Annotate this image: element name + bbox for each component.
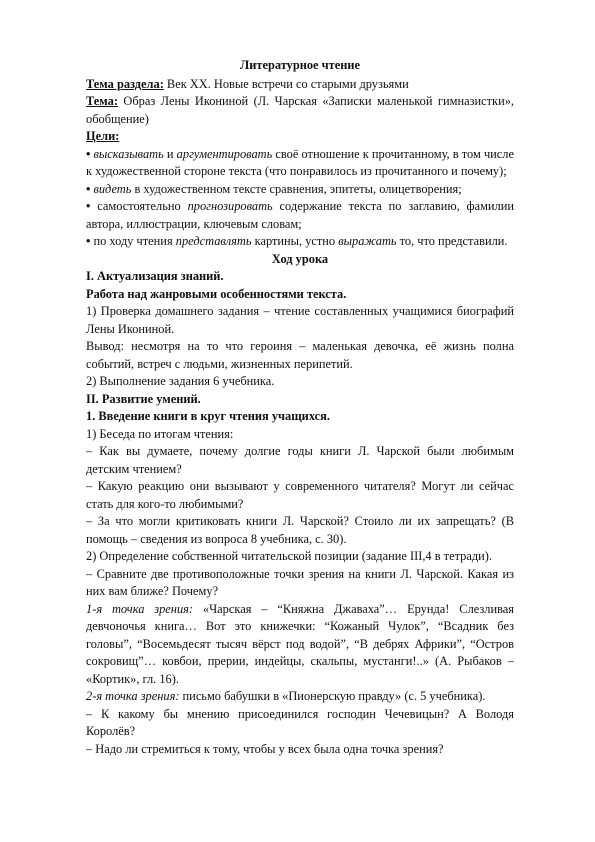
goal-item: • по ходу чтения представлять картины, устно выражать то, что представили. <box>86 234 508 248</box>
question: – За что могли критиковать книги Л. Чарской? Стоило ли их запрещать? (В помощь – сведения из вопроса 8 учебника, с. 30). <box>86 514 514 546</box>
paragraph: 1) Проверка домашнего задания – чтение составленных учащимися биографий Лены Икониной. <box>86 304 514 336</box>
question: – К какому бы мнению присоединился господин Чечевицын? А Володя Королёв? <box>86 706 514 738</box>
paragraph: 1) Беседа по итогам чтения: <box>86 426 234 441</box>
bullet-icon: • <box>86 234 91 248</box>
document-page <box>86 57 514 758</box>
section-2-subheading: 1. Введение книги в круг чтения учащихся. <box>86 409 330 423</box>
bullet-icon: • <box>86 199 91 213</box>
goal-item: • самостоятельно прогнозировать содержание текста по заглавию, фамилии автора, иллюстрации, ключевым словам; <box>86 199 515 231</box>
question: – Как вы думаете, почему долгие годы книги Л. Чарской были любимым детским чтением? <box>86 444 514 476</box>
bullet-icon: • <box>86 146 91 161</box>
question: – Надо ли стремиться к тому, чтобы у всех была одна точка зрения? <box>86 741 444 756</box>
section-1-subheading: Работа над жанровыми особенностями текста. <box>86 286 347 301</box>
section-1-heading: I. Актуализация знаний. <box>86 269 224 283</box>
question: – Сравните две противоположные точки зрения на книги Л. Чарской. Какая из них вам ближе? Почему? <box>86 566 514 598</box>
question: – Какую реакцию они вызывают у современного читателя? Могут ли сейчас стать для кого-то любимыми? <box>86 479 514 511</box>
viewpoint-label: 1-я точка зрения: <box>86 601 194 616</box>
goal-item: • высказывать и аргументировать своё отношение к прочитанному, в том числе к художественной стороне текста (что понравилось из прочитанного и почему); <box>86 146 514 178</box>
topic-value: Образ Лены Икониной (Л. Чарская «Записки маленькой гимназистки», обобщение) <box>86 94 514 126</box>
viewpoint-1: 1-я точка зрения: «Чарская – “Княжна Джаваха”… Ерунда! Слезливая девчоночья книга… Вот это книжечки: “Кожаный Чулок”, “Всадник без головы”, “Восемьдесят тысяч вёрст под водой”, “В дебрях Африки”, “Остров сокровищ”… ковбои, прерии, индейцы, скальпы, мустанги!..» (А. Рыбаков – «Кортик», гл. 16). <box>86 601 515 686</box>
lesson-heading: Ход урока <box>271 251 329 266</box>
paragraph: 2) Определение собственной читательской позиции (задание III,4 в тетради). <box>86 549 492 563</box>
section-line <box>86 76 514 94</box>
viewpoint-2: 2-я точка зрения: письмо бабушки в «Пионерскую правду» (с. 5 учебника). <box>86 689 486 703</box>
bullet-icon: • <box>86 181 91 196</box>
goal-item: • видеть в художественном тексте сравнения, эпитеты, олицетворения; <box>86 181 462 196</box>
topic-line <box>86 93 514 128</box>
section-value: Век XX. Новые встречи со старыми друзьями <box>163 76 409 91</box>
viewpoint-label: 2-я точка зрения: <box>86 689 180 703</box>
paragraph: Вывод: несмотря на то что героиня – маленькая девочка, её жизнь полна событий, встреч с людьми, жизненных перипетий. <box>86 339 514 371</box>
goals-label: Цели: <box>86 129 120 143</box>
topic-label: Тема: <box>86 94 118 108</box>
document-title: Литературное чтение <box>239 58 361 72</box>
section-2-heading: II. Развитие умений. <box>86 391 201 406</box>
section-label: Тема раздела: <box>86 76 164 91</box>
paragraph: 2) Выполнение задания 6 учебника. <box>86 374 275 388</box>
